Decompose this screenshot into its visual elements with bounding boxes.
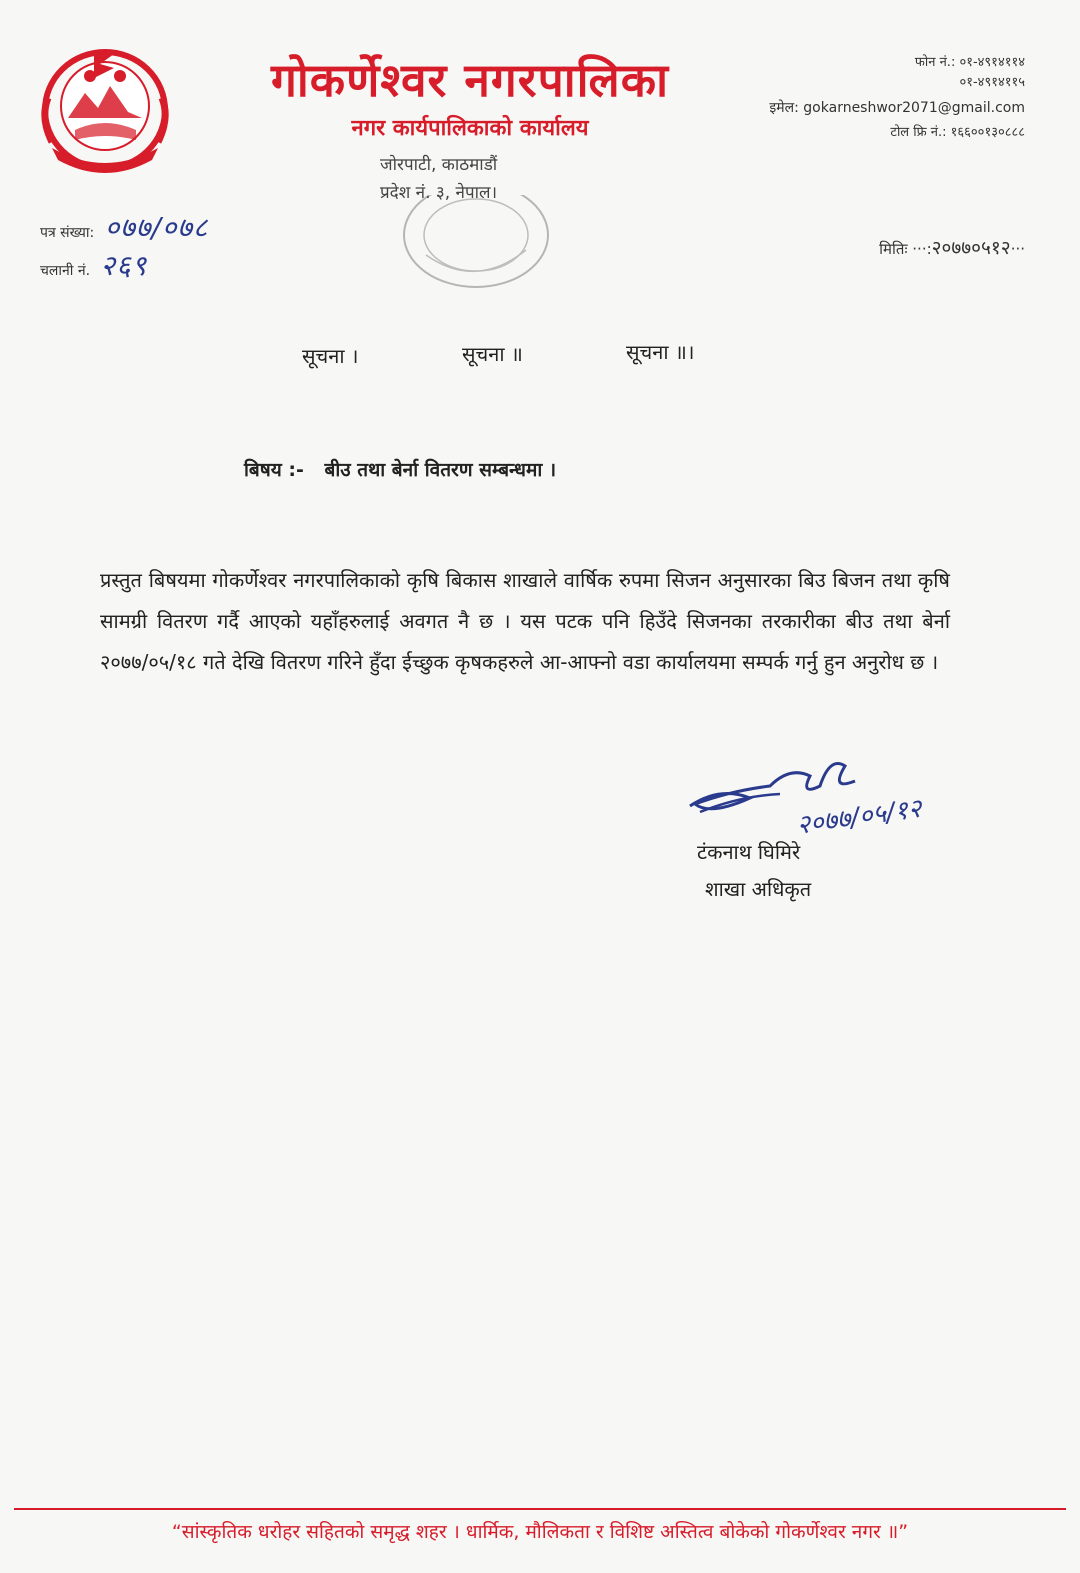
notice-heading-2: सूचना ॥ xyxy=(462,342,523,366)
email-address: इमेल: gokarneshwor2071@gmail.com xyxy=(769,100,1025,116)
subject-label: बिषय :- xyxy=(244,459,304,481)
body-paragraph: प्रस्तुत बिषयमा गोकर्णेश्वर नगरपालिकाको कृषि बिकास शाखाले वार्षिक रुपमा सिजन अनुसारका बिउ बिजन तथा कृषि सामग्री वितरण गर्दै आएको यहाँहरुलाई अवगत नै छ । यस पटक पनि हिउँदे सिजनका तरकारीका बीउ तथा बेर्ना २०७७/०५/१८ गते देखि वितरण गरिने हुँदा ईच्छुक कृषकहरुले आ-आफ्नो वडा कार्यालयमा सम्पर्क गर्नु हुन अनुरोध छ । xyxy=(100,568,950,674)
footer-divider xyxy=(14,1508,1066,1510)
organization-name: गोकर्णेश्वर नगरपालिका xyxy=(271,53,669,107)
signatory-title: शाखा अधिकृत xyxy=(705,877,812,901)
date-label: मितिः xyxy=(879,240,908,258)
letter-number-value: ०७७/०७८ xyxy=(104,211,209,244)
phone-number-2: ०१-४९१४११५ xyxy=(959,75,1025,90)
dispatch-number-label: चलानी नं. xyxy=(40,263,91,279)
notice-heading-3: सूचना ॥। xyxy=(626,340,695,364)
letter-number-label: पत्र संख्या: xyxy=(40,225,95,241)
address-line-2: प्रदेश नं. ३, नेपाल। xyxy=(380,183,498,203)
date-row: मितिः ···:२०७७०५१२··· xyxy=(879,237,1025,259)
toll-free-number: टोल फ्रि नं.: १६६००१३०८८८ xyxy=(890,125,1025,140)
signature-date: २०७७/०५/१२ xyxy=(794,793,924,841)
footer-motto: “सांस्कृतिक धरोहर सहितको समृद्ध शहर । धार्मिक, मौलिकता र विशिष्ट अस्तित्व बोकेको गोकर्णेश्वर नगर ॥” xyxy=(171,1521,909,1543)
letter-number-row xyxy=(40,208,209,246)
subject-line xyxy=(244,456,556,482)
office-seal-stamp xyxy=(386,195,556,295)
signatory-name: टंकनाथ घिमिरे xyxy=(697,840,801,864)
notice-heading-1: सूचना । xyxy=(302,344,359,368)
date-value: २०७७०५१२ xyxy=(931,237,1011,259)
handwritten-signature xyxy=(680,746,980,846)
office-name: नगर कार्यपालिकाको कार्यालय xyxy=(351,116,589,141)
address-line-1: जोरपाटी, काठमाडौं xyxy=(380,155,498,175)
subject-text: बीउ तथा बेर्ना वितरण सम्बन्धमा । xyxy=(324,459,557,481)
dispatch-number-value: २६९ xyxy=(100,249,148,282)
government-emblem-icon xyxy=(30,38,180,178)
dispatch-number-row xyxy=(40,246,147,284)
phone-number-1: फोन नं.: ०१-४९१४११४ xyxy=(914,55,1025,70)
